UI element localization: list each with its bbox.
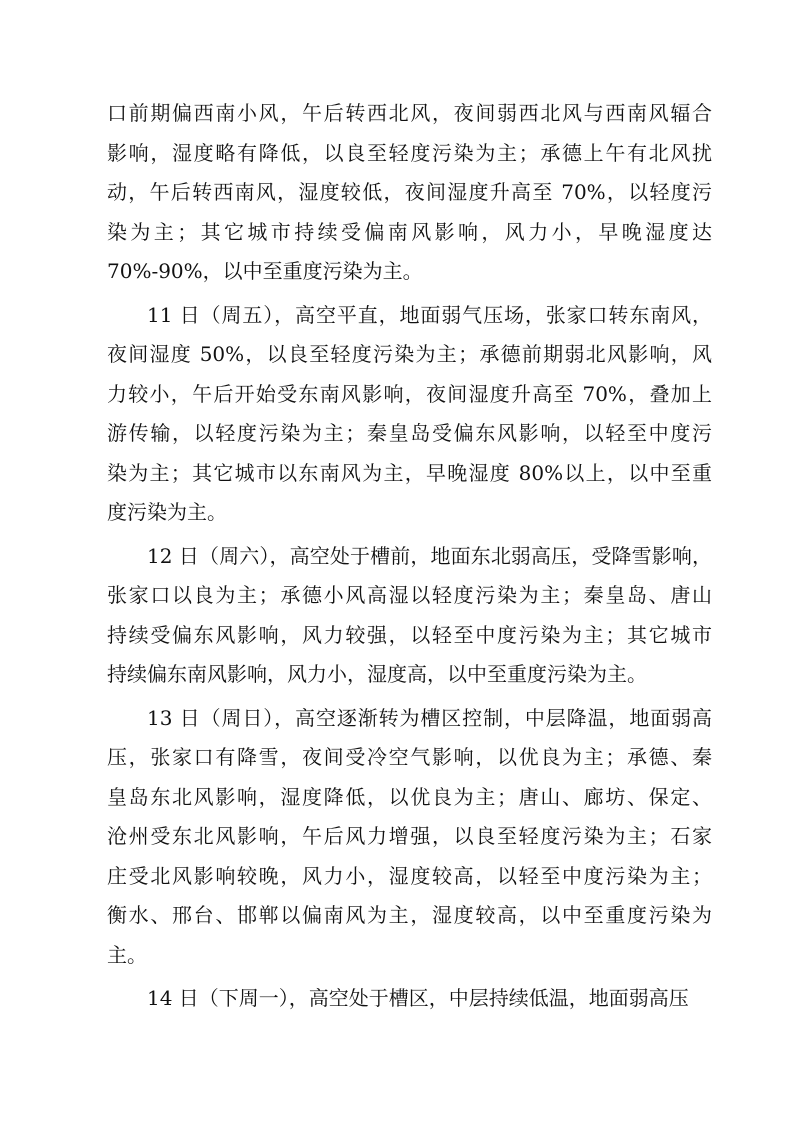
- text-line: 皇岛东北风影响，湿度降低，以优良为主；唐山、廊坊、保定、: [107, 784, 712, 809]
- text-line: 压，张家口有降雪，夜间受冷空气影响，以优良为主；承德、秦: [107, 745, 712, 769]
- text-line: 沧州受东北风影响，午后风力增强，以良至轻度污染为主；石家: [107, 824, 712, 848]
- paragraph: [107, 296, 712, 533]
- document-body: [107, 94, 712, 1019]
- text-line: 口前期偏西南小风，午后转西北风，夜间弱西北风与西南风辐合: [107, 101, 712, 125]
- text-line: 张家口以良为主；承德小风高湿以轻度污染为主；秦皇岛、唐山: [107, 583, 712, 607]
- text-line: 主。: [107, 942, 147, 967]
- text-line: 影响，湿度略有降低，以良至轻度污染为主；承德上午有北风扰: [107, 140, 712, 165]
- text-line: 12 日（周六），高空处于槽前，地面东北弱高压，受降雪影响，: [147, 543, 712, 568]
- text-line: 庄受北风影响较晚，风力小，湿度较高，以轻至中度污染为主；: [107, 863, 712, 888]
- text-line: 游传输，以轻度污染为主；秦皇岛受偏东风影响，以轻至中度污: [107, 421, 712, 445]
- text-line: 14 日（下周一），高空处于槽区，中层持续低温，地面弱高压: [147, 986, 689, 1010]
- text-line: 夜间湿度 50%，以良至轻度污染为主；承德前期弱北风影响，风: [107, 342, 712, 366]
- text-line: 70%-90%，以中至重度污染为主。: [107, 259, 423, 283]
- text-line: 持续受偏东风影响，风力较强，以轻至中度污染为主；其它城市: [107, 622, 712, 647]
- text-line: 力较小，午后开始受东南风影响，夜间湿度升高至 70%，叠加上: [107, 381, 712, 406]
- paragraph: [107, 94, 712, 292]
- text-line: 11 日（周五），高空平直，地面弱气压场，张家口转东南风，: [147, 302, 712, 327]
- text-line: 染为主；其它城市持续受偏南风影响，风力小，早晚湿度达: [107, 219, 712, 244]
- text-line: 13 日（周日），高空逐渐转为槽区控制，中层降温，地面弱高: [147, 705, 712, 730]
- text-line: 持续偏东南风影响，风力小，湿度高，以中至重度污染为主。: [107, 662, 647, 686]
- text-line: 动，午后转西南风，湿度较低，夜间湿度升高至 70%，以轻度污: [107, 180, 712, 204]
- paragraph: [107, 979, 712, 1019]
- text-line: 衡水、邢台、邯郸以偏南风为主，湿度较高，以中至重度污染为: [107, 903, 712, 927]
- text-line: 度污染为主。: [107, 500, 227, 524]
- text-line: 染为主；其它城市以东南风为主，早晚湿度 80%以上，以中至重: [107, 460, 712, 485]
- paragraph: [107, 699, 712, 976]
- paragraph: [107, 537, 712, 695]
